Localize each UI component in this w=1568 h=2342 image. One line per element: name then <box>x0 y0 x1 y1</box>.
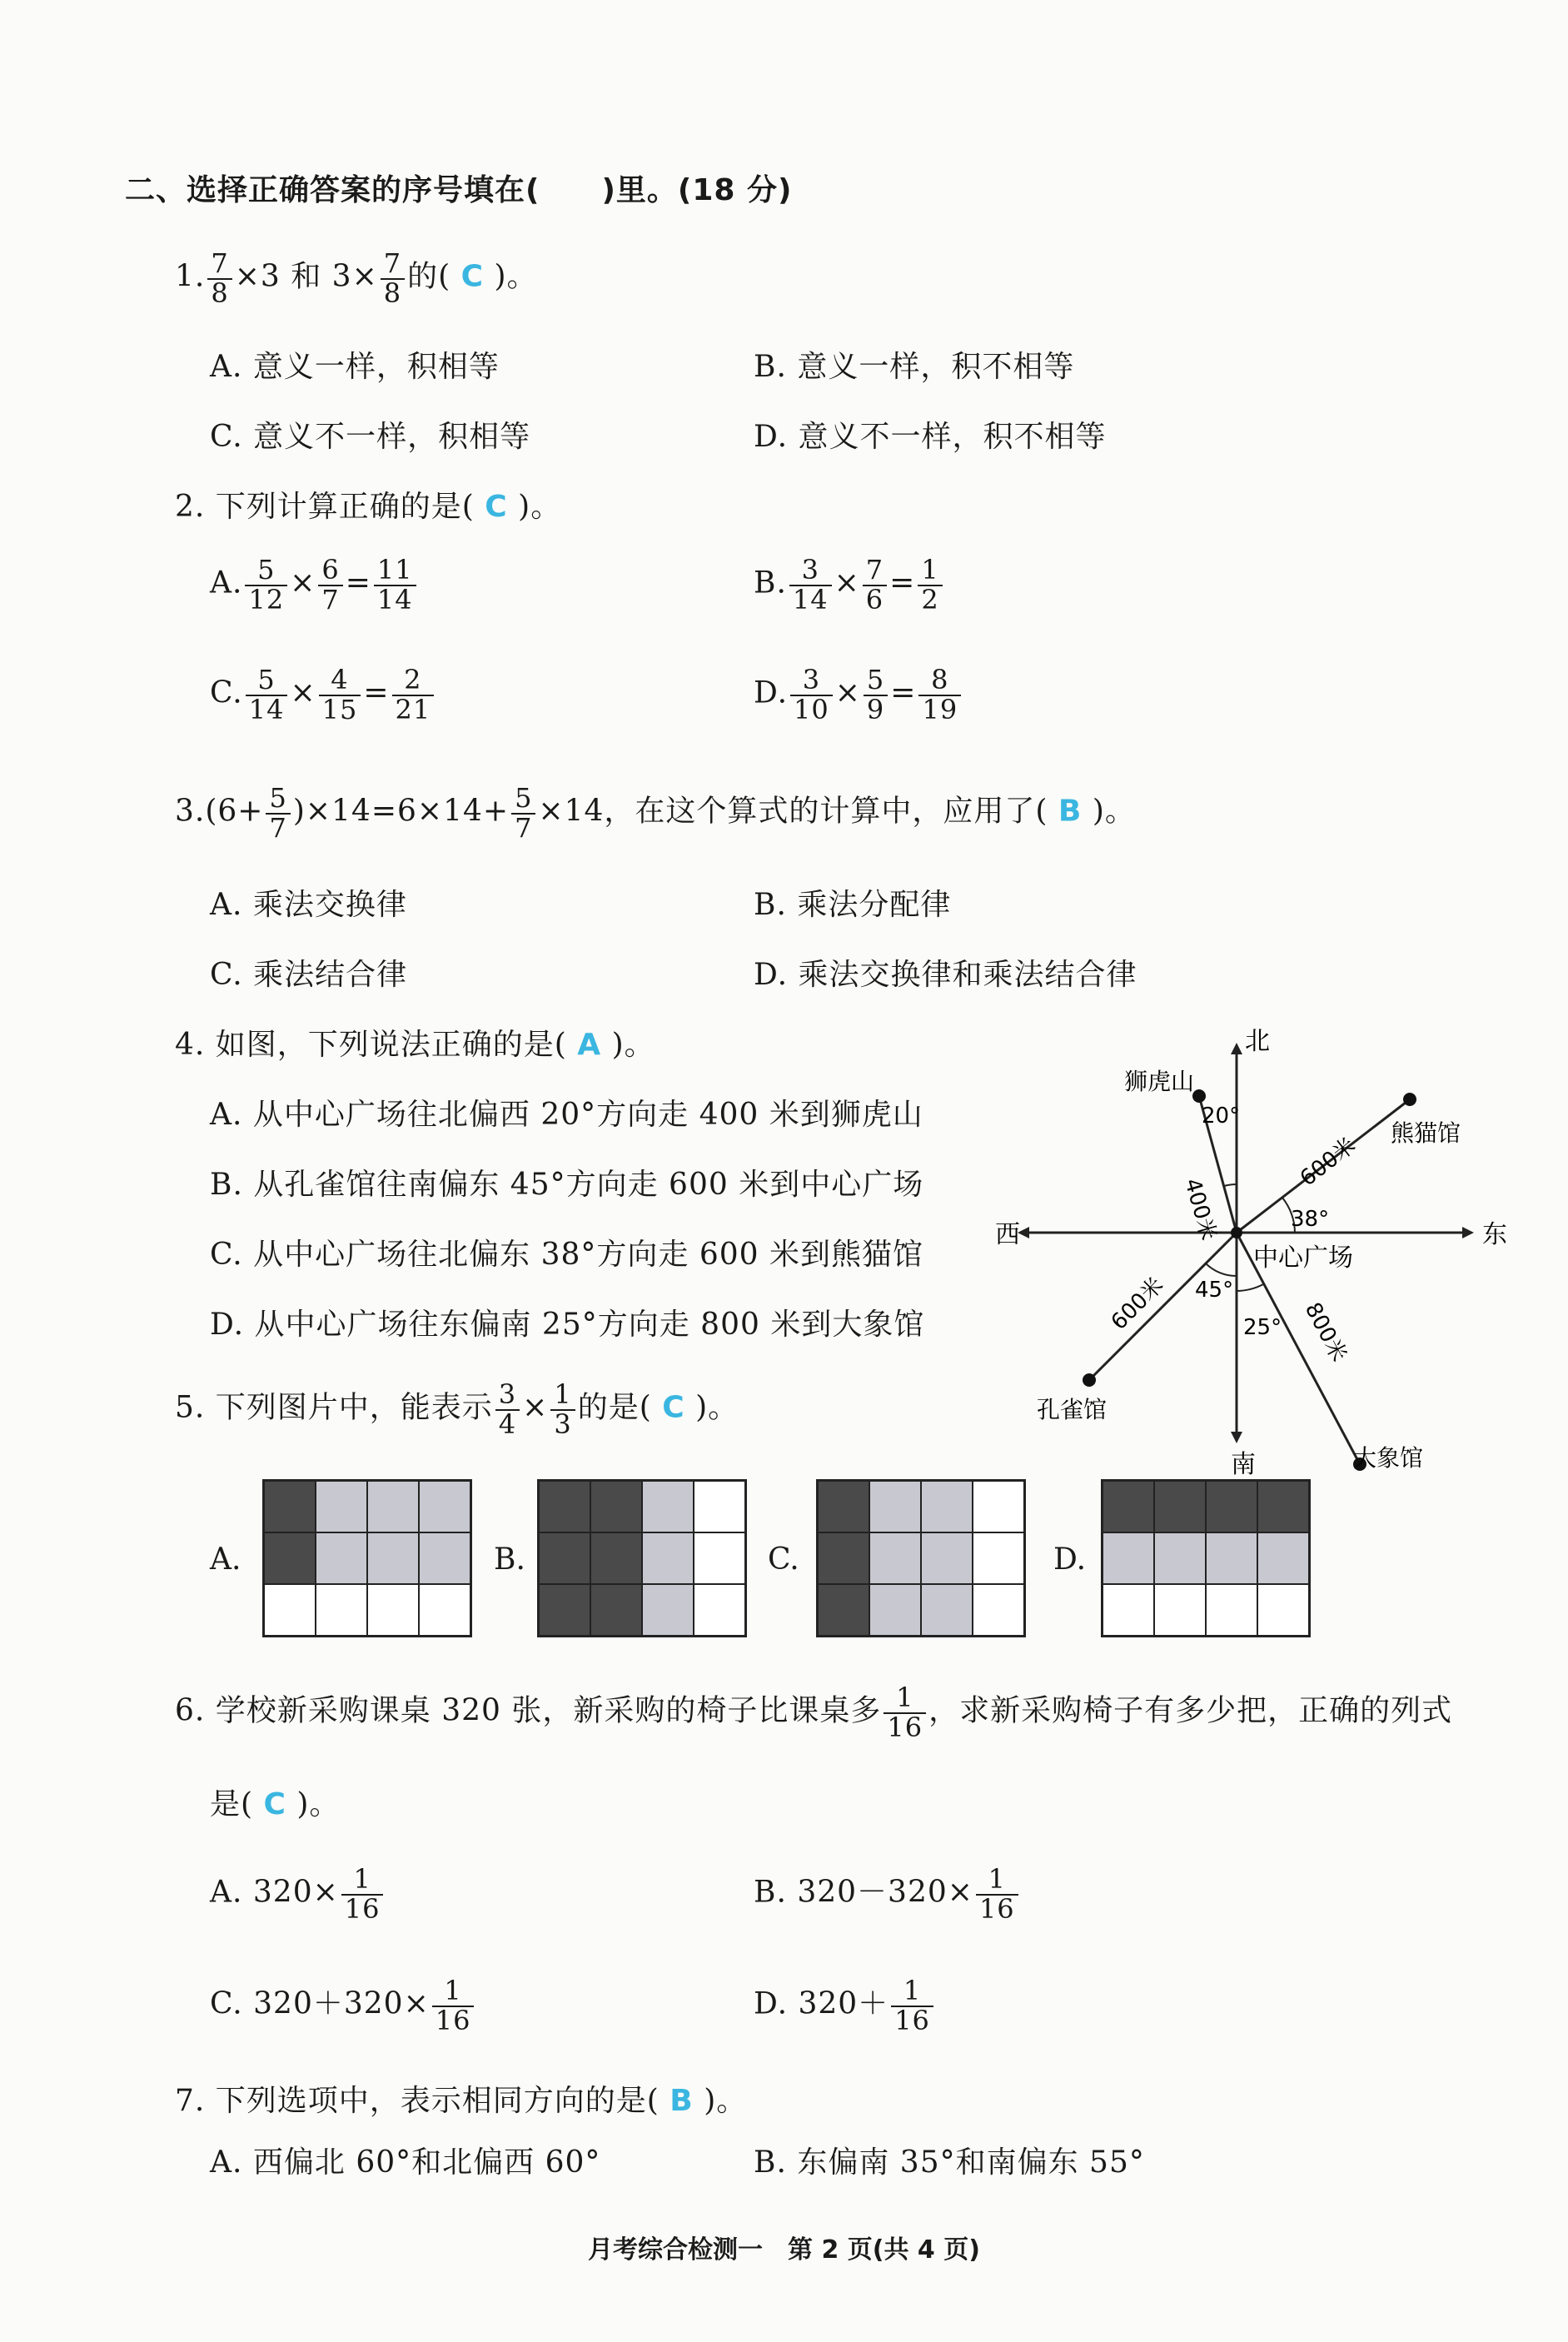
grid-cell-white <box>1103 1584 1154 1636</box>
q5-grid-c[interactable] <box>816 1479 1026 1637</box>
option-text: C. 320＋320× <box>210 1986 430 2021</box>
numerator: 11 <box>376 554 413 586</box>
q1-mid-text: ×3 和 3× <box>234 259 378 294</box>
grid-cell-light <box>921 1584 973 1636</box>
grid-cell-light <box>316 1481 367 1532</box>
q6-option-a[interactable] <box>210 1863 386 1925</box>
equals-sign: = <box>345 566 371 600</box>
q6-fraction <box>884 1684 926 1742</box>
grid-cell-dark <box>590 1481 642 1532</box>
denominator: 8 <box>207 278 231 308</box>
option-text: D. 320＋ <box>754 1986 889 2021</box>
q3-option-c[interactable]: C. 乘法结合律 <box>210 958 408 992</box>
grid-cell-white <box>1154 1584 1206 1636</box>
question-7 <box>175 2077 747 2120</box>
numerator: 5 <box>257 664 276 695</box>
q4-close: )。 <box>611 1028 655 1062</box>
q3-option-d[interactable]: D. 乘法交换律和乘法结合律 <box>754 958 1137 992</box>
q1-fraction-2 <box>381 247 405 309</box>
distance-panda: 600米 <box>1295 1133 1361 1192</box>
numerator: 7 <box>865 554 884 586</box>
q3-option-b[interactable]: B. 乘法分配律 <box>754 888 952 922</box>
grid-cell-white <box>264 1584 316 1636</box>
fraction <box>432 1977 475 2035</box>
grid-cell-dark <box>818 1584 869 1636</box>
q3-fraction-1 <box>266 782 290 844</box>
q1-number: 1. <box>175 259 206 294</box>
distance-elephant: 800米 <box>1299 1298 1351 1367</box>
grid-cell-white <box>1206 1584 1257 1636</box>
angle-25: 25° <box>1243 1315 1282 1340</box>
grid-cell-light <box>869 1584 921 1636</box>
grid-cell-light <box>367 1532 419 1584</box>
grid-cell-white <box>973 1532 1024 1584</box>
q2-stem: 2. 下列计算正确的是( <box>175 490 475 524</box>
grid-cell-white <box>694 1584 745 1636</box>
denominator: 8 <box>381 278 405 308</box>
q6-post: ，求新采购椅子有多少把，正确的列式 <box>928 1693 1453 1728</box>
numerator: 1 <box>444 1975 462 2006</box>
grid-cell-light <box>419 1532 470 1584</box>
q5-label-a: A. <box>210 1542 241 1577</box>
peacock-ray <box>1089 1233 1237 1380</box>
q6-option-d[interactable] <box>754 1977 936 2035</box>
q3-pre: 3.(6+ <box>175 794 264 829</box>
denominator: 16 <box>891 2006 933 2036</box>
grid-cell-light <box>419 1481 470 1532</box>
q1-option-a[interactable]: A. 意义一样，积相等 <box>210 350 500 384</box>
q4-option-c[interactable]: C. 从中心广场往北偏东 38°方向走 600 米到熊猫馆 <box>210 1238 924 1272</box>
denominator: 15 <box>319 695 361 725</box>
q5-close: )。 <box>695 1390 739 1425</box>
q3-close: )。 <box>1092 794 1136 829</box>
panda-point <box>1403 1093 1416 1106</box>
numerator: 6 <box>321 554 340 586</box>
denominator: 6 <box>863 585 887 615</box>
q6-line2: 是( <box>210 1787 254 1821</box>
label-west: 西 <box>995 1220 1020 1249</box>
fraction <box>864 666 888 724</box>
question-4 <box>175 1021 655 1064</box>
grid-cell-dark <box>539 1481 590 1532</box>
fraction <box>918 556 942 614</box>
q1-fraction-1 <box>207 247 231 309</box>
denominator: 16 <box>341 1894 384 1924</box>
numerator: 5 <box>515 782 533 814</box>
label-east: 东 <box>1482 1220 1507 1249</box>
grid-cell-dark <box>264 1481 316 1532</box>
grid-cell-light <box>642 1481 694 1532</box>
q5-pre: 5. 下列图片中，能表示 <box>175 1390 493 1425</box>
times-sign: × <box>834 566 860 600</box>
grid-cell-dark <box>818 1481 869 1532</box>
fraction <box>319 666 361 724</box>
q4-option-d[interactable]: D. 从中心广场往东偏南 25°方向走 800 米到大象馆 <box>210 1308 925 1342</box>
grid-cell-dark <box>590 1584 642 1636</box>
grid-cell-light <box>921 1481 973 1532</box>
q1-close: )。 <box>494 259 538 294</box>
option-text: B. 320－320× <box>754 1875 973 1910</box>
question-1 <box>175 247 538 309</box>
grid-cell-light <box>1103 1532 1154 1584</box>
label-south: 南 <box>1231 1450 1256 1479</box>
fraction <box>863 556 887 614</box>
q3-answer[interactable]: B <box>1058 794 1083 829</box>
fraction <box>245 556 287 614</box>
q5-post: 的是( <box>577 1390 652 1425</box>
grid-cell-light <box>1206 1532 1257 1584</box>
numerator: 1 <box>554 1378 572 1410</box>
fraction <box>341 1863 384 1925</box>
q4-answer[interactable]: A <box>577 1028 602 1062</box>
q3-post: ×14，在这个算式的计算中，应用了( <box>538 794 1048 829</box>
q5-fraction-1 <box>495 1378 520 1440</box>
grid-cell-dark <box>590 1532 642 1584</box>
denominator: 7 <box>318 585 342 615</box>
denominator: 16 <box>884 1712 926 1742</box>
option-label: C. <box>210 675 243 710</box>
label-elephant: 大象馆 <box>1353 1444 1424 1472</box>
fraction <box>790 666 833 724</box>
q5-label-c: C. <box>768 1542 799 1577</box>
q6-option-c[interactable] <box>210 1977 476 2035</box>
numerator: 7 <box>211 247 229 279</box>
numerator: 3 <box>802 664 821 695</box>
numerator: 7 <box>383 247 402 279</box>
fraction <box>392 666 435 724</box>
equals-sign: = <box>890 675 917 710</box>
label-peacock: 孔雀馆 <box>1037 1396 1108 1423</box>
q4-option-a[interactable]: A. 从中心广场往北偏西 20°方向走 400 米到狮虎山 <box>210 1098 923 1132</box>
grid-cell-white <box>1257 1584 1309 1636</box>
label-center: 中心广场 <box>1253 1243 1353 1273</box>
times-sign: × <box>290 566 316 600</box>
q5-fraction-2 <box>550 1378 575 1440</box>
grid-cell-light <box>869 1532 921 1584</box>
arc-25 <box>1237 1284 1263 1291</box>
arc-45 <box>1206 1263 1237 1276</box>
grid-cell-white <box>973 1584 1024 1636</box>
grid-cell-light <box>921 1532 973 1584</box>
arc-20 <box>1224 1184 1237 1186</box>
q6-option-b[interactable] <box>754 1863 1021 1925</box>
question-6-line-2 <box>210 1781 340 1823</box>
q7-close: )。 <box>704 2084 748 2118</box>
numerator: 1 <box>903 1975 922 2006</box>
denominator: 14 <box>374 585 416 615</box>
grid-cell-light <box>316 1532 367 1584</box>
section-title: 二、选择正确答案的序号填在( )里。(18 分) <box>125 173 793 207</box>
angle-38: 38° <box>1291 1207 1330 1232</box>
q5-label-d: D. <box>1053 1542 1087 1577</box>
grid-cell-dark <box>1257 1481 1309 1532</box>
fraction <box>976 1863 1018 1925</box>
q4-stem: 4. 如图，下列说法正确的是( <box>175 1028 567 1062</box>
q2-option-c[interactable] <box>210 666 436 724</box>
q1-answer[interactable]: C <box>460 259 485 294</box>
equals-sign: = <box>889 566 916 600</box>
denominator: 7 <box>511 813 535 843</box>
q7-option-b[interactable]: B. 东偏南 35°和南偏东 55° <box>754 2145 1145 2180</box>
denominator: 2 <box>918 585 942 615</box>
grid-cell-white <box>419 1584 470 1636</box>
q5-label-b: B. <box>494 1542 525 1577</box>
denominator: 19 <box>918 695 961 725</box>
question-3 <box>175 782 1136 844</box>
distance-peacock: 600米 <box>1106 1273 1169 1335</box>
q3-option-a[interactable]: A. 乘法交换律 <box>210 888 407 922</box>
grid-cell-dark <box>1154 1481 1206 1532</box>
denominator: 16 <box>976 1894 1018 1924</box>
grid-cell-light <box>367 1481 419 1532</box>
denominator: 21 <box>392 695 435 725</box>
q1-option-c[interactable]: C. 意义不一样，积相等 <box>210 420 531 454</box>
grid-cell-dark <box>264 1532 316 1584</box>
numerator: 4 <box>331 664 349 695</box>
grid-cell-dark <box>1103 1481 1154 1532</box>
q5-grid-d[interactable] <box>1101 1479 1311 1637</box>
grid-cell-light <box>642 1532 694 1584</box>
fraction <box>318 556 342 614</box>
times-sign: × <box>290 675 316 710</box>
q2-answer[interactable]: C <box>485 490 508 524</box>
denominator: 16 <box>432 2006 475 2036</box>
numerator: 5 <box>257 554 276 586</box>
denominator: 4 <box>495 1409 520 1439</box>
option-text: A. 320× <box>210 1875 339 1910</box>
fraction <box>374 556 416 614</box>
times-sign: × <box>834 675 861 710</box>
label-lion: 狮虎山 <box>1124 1068 1195 1095</box>
label-panda: 熊猫馆 <box>1391 1119 1461 1147</box>
peacock-point <box>1083 1373 1096 1387</box>
numerator: 3 <box>801 554 819 586</box>
angle-20: 20° <box>1202 1104 1241 1129</box>
q5-answer[interactable]: C <box>662 1390 685 1425</box>
direction-diagram <box>995 1016 1528 1516</box>
q2-close: )。 <box>518 490 562 524</box>
grid-cell-white <box>316 1584 367 1636</box>
times-sign: × <box>522 1390 549 1425</box>
lion-point <box>1192 1089 1206 1103</box>
grid-cell-white <box>367 1584 419 1636</box>
denominator: 3 <box>550 1409 575 1439</box>
numerator: 1 <box>921 554 939 586</box>
grid-cell-dark <box>539 1584 590 1636</box>
q2-option-d[interactable] <box>754 666 963 724</box>
q6-close: )。 <box>296 1787 341 1821</box>
numerator: 1 <box>896 1682 914 1713</box>
numerator: 5 <box>269 782 287 814</box>
fraction <box>789 556 832 614</box>
question-5 <box>175 1378 739 1440</box>
equals-sign: = <box>363 675 390 710</box>
grid-cell-dark <box>818 1532 869 1584</box>
q7-stem: 7. 下列选项中，表示相同方向的是( <box>175 2084 660 2118</box>
q3-fraction-2 <box>511 782 535 844</box>
q5-grid-b[interactable] <box>537 1479 747 1637</box>
denominator: 14 <box>789 585 832 615</box>
denominator: 14 <box>246 695 288 725</box>
center-point <box>1231 1227 1242 1238</box>
q3-mid: )×14=6×14+ <box>292 794 510 829</box>
grid-cell-white <box>694 1481 745 1532</box>
grid-cell-light <box>869 1481 921 1532</box>
fraction <box>891 1977 933 2035</box>
denominator: 10 <box>790 695 833 725</box>
q4-option-b[interactable]: B. 从孔雀馆往南偏东 45°方向走 600 米到中心广场 <box>210 1168 924 1202</box>
numerator: 3 <box>498 1378 517 1410</box>
numerator: 1 <box>353 1863 371 1895</box>
q1-option-d[interactable]: D. 意义不一样，积不相等 <box>754 420 1107 454</box>
numerator: 8 <box>931 664 949 695</box>
fraction <box>246 666 288 724</box>
numerator: 2 <box>404 664 422 695</box>
numerator: 1 <box>988 1863 1006 1895</box>
q1-after: 的( <box>407 259 451 294</box>
q5-grid-a[interactable] <box>262 1479 472 1637</box>
q7-answer[interactable]: B <box>670 2084 694 2118</box>
denominator: 7 <box>266 813 290 843</box>
grid-cell-light <box>1257 1532 1309 1584</box>
grid-cell-dark <box>1206 1481 1257 1532</box>
q2-option-a[interactable] <box>210 556 419 614</box>
denominator: 12 <box>245 585 287 615</box>
option-label: B. <box>754 566 787 600</box>
angle-45: 45° <box>1195 1278 1234 1303</box>
grid-cell-light <box>1154 1532 1206 1584</box>
grid-cell-light <box>642 1584 694 1636</box>
grid-cell-white <box>694 1532 745 1584</box>
distance-lion: 400米 <box>1179 1175 1221 1243</box>
numerator: 5 <box>866 664 885 695</box>
question-6 <box>175 1684 1452 1742</box>
q6-pre: 6. 学校新采购课桌 320 张，新采购的椅子比课桌多 <box>175 1693 882 1728</box>
grid-cell-white <box>973 1481 1024 1532</box>
option-label: A. <box>210 566 243 600</box>
denominator: 9 <box>864 695 888 725</box>
option-label: D. <box>754 675 789 710</box>
question-2 <box>175 483 561 526</box>
q7-option-a[interactable]: A. 西偏北 60°和北偏西 60° <box>210 2145 601 2180</box>
grid-cell-dark <box>539 1532 590 1584</box>
q2-option-b[interactable] <box>754 556 945 614</box>
page-footer: 月考综合检测一 第 2 页(共 4 页) <box>588 2235 980 2265</box>
q6-answer[interactable]: C <box>263 1787 286 1821</box>
q1-option-b[interactable]: B. 意义一样，积不相等 <box>754 350 1075 384</box>
fraction <box>918 666 961 724</box>
label-north: 北 <box>1245 1027 1270 1056</box>
